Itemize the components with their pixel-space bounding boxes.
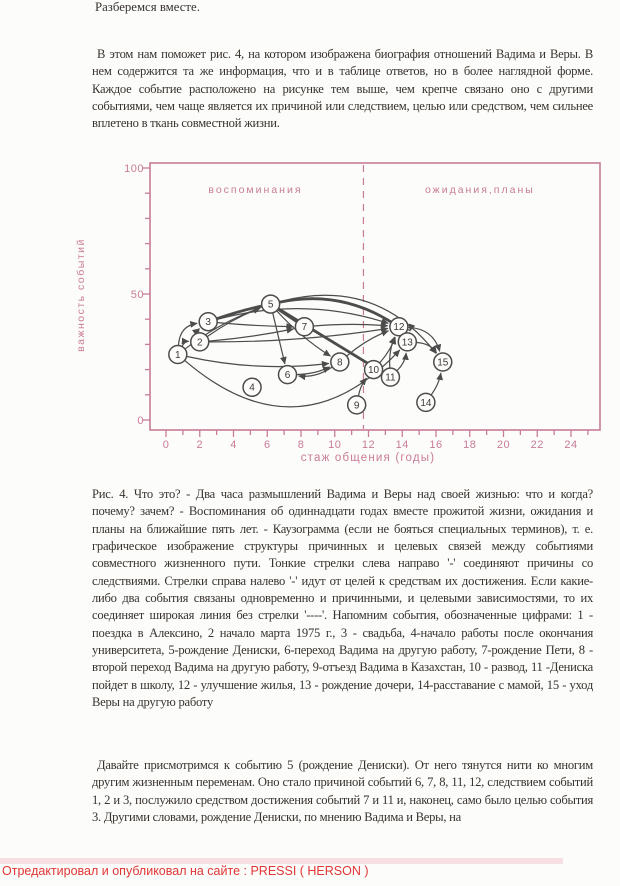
- x-tick-label: 16: [429, 439, 443, 451]
- x-tick-label: 6: [263, 439, 271, 451]
- footer-publisher-note: Отредактировал и опубликовал на сайте : PRESSI ( HERSON ): [2, 864, 369, 878]
- x-tick-label: 14: [395, 439, 409, 451]
- edge-12-13: [408, 330, 410, 331]
- event-node-number: 10: [368, 365, 380, 376]
- event-node-14: [417, 393, 435, 411]
- event-node-15: [434, 353, 452, 371]
- event-node-2: [191, 333, 209, 351]
- event-node-1: [169, 345, 187, 363]
- y-axis-title: важность событий: [75, 238, 87, 352]
- plot-frame: [150, 163, 600, 430]
- event-node-number: 2: [196, 337, 203, 349]
- edge-3-7: [218, 323, 293, 327]
- event-node-number: 11: [385, 372, 396, 384]
- x-tick-label: 12: [361, 439, 376, 451]
- edge-14-15: [431, 373, 440, 394]
- event-node-3: [199, 313, 217, 331]
- edge-2-7: [209, 329, 293, 341]
- event-node-5: [262, 295, 280, 313]
- paragraph-1: В этом нам поможет рис. 4, на котором изображена биография отношений Вадима и Веры. В нем содержится та же информация, что и в таблице ответов, но в более наглядной форме. Каждое событие расположено на рисунке тем выше, чем крепче связано оно с другими событиями, чем чаще является их причиной или следствием, целью или средством, чем сильнее вплетено в ткань совместной жизни.: [92, 47, 593, 131]
- event-node-7: [295, 318, 313, 336]
- x-tick-label: 10: [328, 439, 342, 451]
- event-node-number: 6: [284, 370, 291, 382]
- intro-line: Разберемся вместе.: [95, 0, 200, 14]
- figure-caption: Рис. 4. Что это? - Два часа размышлений Вадима и Веры над своей жизнью: что и когда? почему? зачем? - Воспоминания об одиннадцати годах вместе прожитой жизни, ожидания и планы на ближайшие пять лет. - Каузограмма (если не бояться специальных терминов), т. е. графическое изображение структуры причинных и целевых связей между событиями совместного жизненного пути. Тонкие стрелки слева направо '-' соединяют причины со следствиями. Стрелки справа налево '-' идут от целей к средствам их достижения. Если какие-либо два события связаны одновременно и причинными, и целевыми зависимостями, то их соединяет широкая линия без стрелки '----'. Напомним события, обозначенные цифрами: 1 - поездка в Алексино, 2 начало марта 1975 г., 3 - свадьба, 4-начало работы после окончания университета, 5-рождение Дениски, 6-переход Вадима на другую работу, 7-рождение Пети, 8 - второй переход Вадима на другую работу, 9-отъезд Вадима в Казахстан, 10 - развод, 11 -Дениска пойдет в школу, 12 - улучшение жилья, 13 - рождение дочери, 14-расставание с мамой, 15 - уход Веры на другую работу: [92, 487, 593, 710]
- event-node-number: 7: [301, 322, 308, 334]
- x-tick-label: 4: [230, 439, 237, 451]
- x-tick-label: 0: [162, 439, 170, 451]
- edge-2-3: [199, 329, 200, 333]
- paragraph-2: Давайте присмотримся к событию 5 (рождение Дениски). От него тянутся нити ко многим другим жизненным переменам. Оно стало причиной событий 6, 7, 8, 11, 12, следствием событий 1, 2 и 3, послужило средством достижения событий 7 и 11 и, наконец, само было целью события 3. Другими словами, рождение Дениски, по мнению Вадима и Веры, на: [92, 758, 593, 825]
- event-node-number: 12: [393, 322, 405, 334]
- y-tick-label: 100: [124, 162, 144, 175]
- event-node-number: 13: [401, 337, 413, 349]
- region-label-plans: ожидания,планы: [424, 184, 535, 197]
- event-node-8: [331, 353, 349, 371]
- event-node-10: [365, 361, 383, 379]
- edge-6-8: [297, 367, 330, 374]
- x-tick-label: 20: [496, 439, 511, 451]
- x-tick-label: 24: [564, 439, 578, 451]
- event-node-13: [398, 333, 416, 351]
- edge-5-6: [273, 313, 285, 363]
- edge-11-13: [397, 353, 406, 370]
- event-node-number: 1: [175, 349, 181, 361]
- event-node-number: 9: [353, 400, 360, 412]
- edge-7-12: [314, 324, 388, 326]
- x-tick-label: 22: [530, 439, 544, 451]
- edge-1-2: [182, 341, 188, 346]
- event-node-11: [381, 368, 399, 386]
- event-node-6: [279, 366, 297, 384]
- event-node-number: 14: [420, 397, 432, 409]
- edge-8-12: [347, 331, 388, 356]
- x-tick-label: 2: [196, 439, 204, 451]
- event-node-number: 4: [249, 382, 255, 394]
- event-node-number: 8: [337, 357, 343, 369]
- event-node-number: 15: [437, 357, 449, 369]
- edge-1-8: [187, 357, 328, 367]
- x-tick-label: 8: [297, 439, 305, 451]
- x-axis-title: стаж общения (годы): [300, 452, 436, 464]
- y-tick-label: 50: [130, 288, 144, 301]
- causogram-figure: [70, 145, 615, 475]
- event-node-4: [243, 378, 261, 396]
- event-node-number: 5: [267, 299, 274, 311]
- event-node-number: 3: [205, 317, 211, 329]
- x-tick-label: 18: [463, 439, 477, 451]
- region-label-memories: воспоминания: [208, 184, 303, 197]
- y-tick-label: 0: [137, 414, 144, 427]
- event-node-9: [348, 396, 366, 414]
